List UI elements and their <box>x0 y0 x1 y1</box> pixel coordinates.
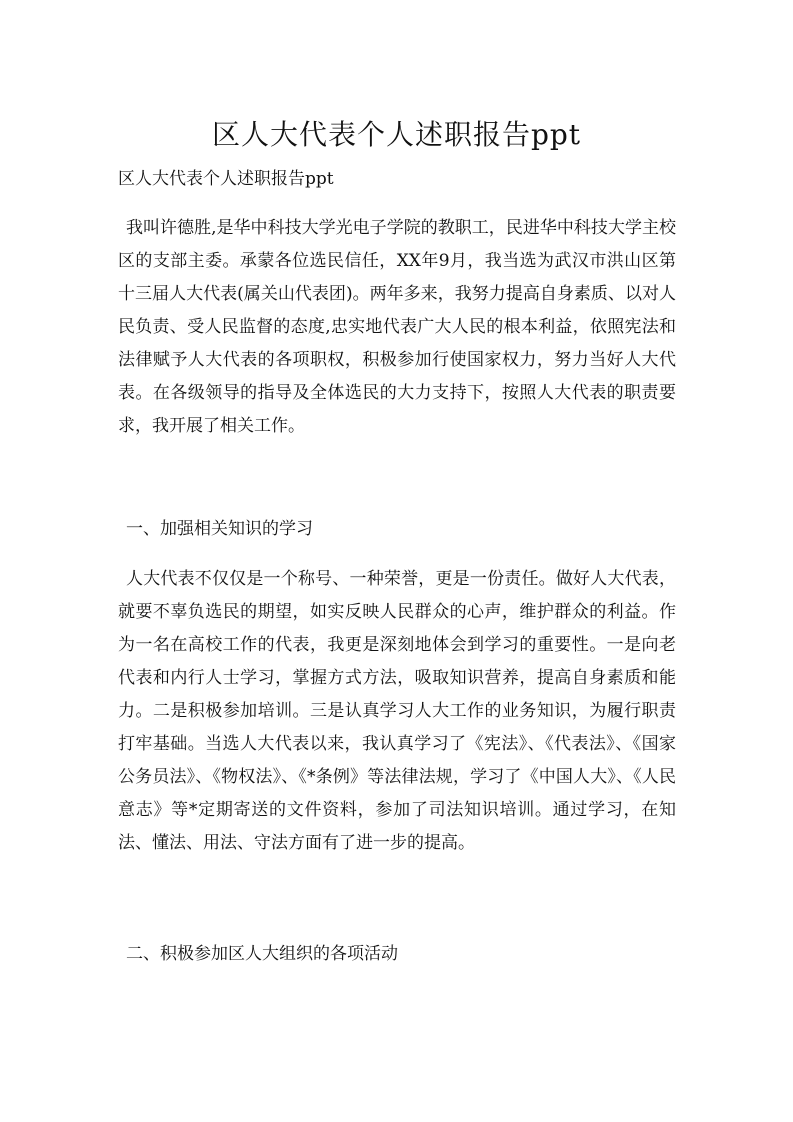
document-title: 区人大代表个人述职报告ppt <box>211 117 582 151</box>
document-subtitle: 区人大代表个人述职报告ppt <box>118 169 334 189</box>
paragraph-intro: 我叫许德胜,是华中科技大学光电子学院的教职工，民进华中科技大学主校区的支部主委。承蒙各位选民信任，XX年9月，我当选为武汉市洪山区第十三届人大代表(属关山代表团)。两年多来，我努力提高自身素质、以对人民负责、受人民监督的态度,忠实地代表广大人民的根本利益，依照宪法和法律赋予人大代表的各项职权，积极参加行使国家权力，努力当好人大代表。在各级领导的指导及全体选民的大力支持下，按照人大代表的职责要求，我开展了相关工作。 <box>118 218 676 436</box>
section-heading-1: 一、加强相关知识的学习 <box>126 519 313 539</box>
section-heading-2: 二、积极参加区人大组织的各项活动 <box>126 944 398 964</box>
paragraph-study: 人大代表不仅仅是一个称号、一种荣誉，更是一份责任。做好人大代表，就要不辜负选民的期望，如实反映人民群众的心声，维护群众的利益。作为一名在高校工作的代表，我更是深刻地体会到学习的重要性。一是向老代表和内行人士学习，掌握方式方法，吸取知识营养，提高自身素质和能力。二是积极参加培训。三是认真学习人大工作的业务知识，为履行职责打牢基础。当选人大代表以来，我认真学习了《宪法》、《代表法》、《国家公务员法》、《物权法》、《*条例》等法律法规，学习了《中国人大》、《人民意志》等*定期寄送的文件资料，参加了司法知识培训。通过学习，在知法、懂法、用法、守法方面有了进一步的提高。 <box>118 569 676 853</box>
